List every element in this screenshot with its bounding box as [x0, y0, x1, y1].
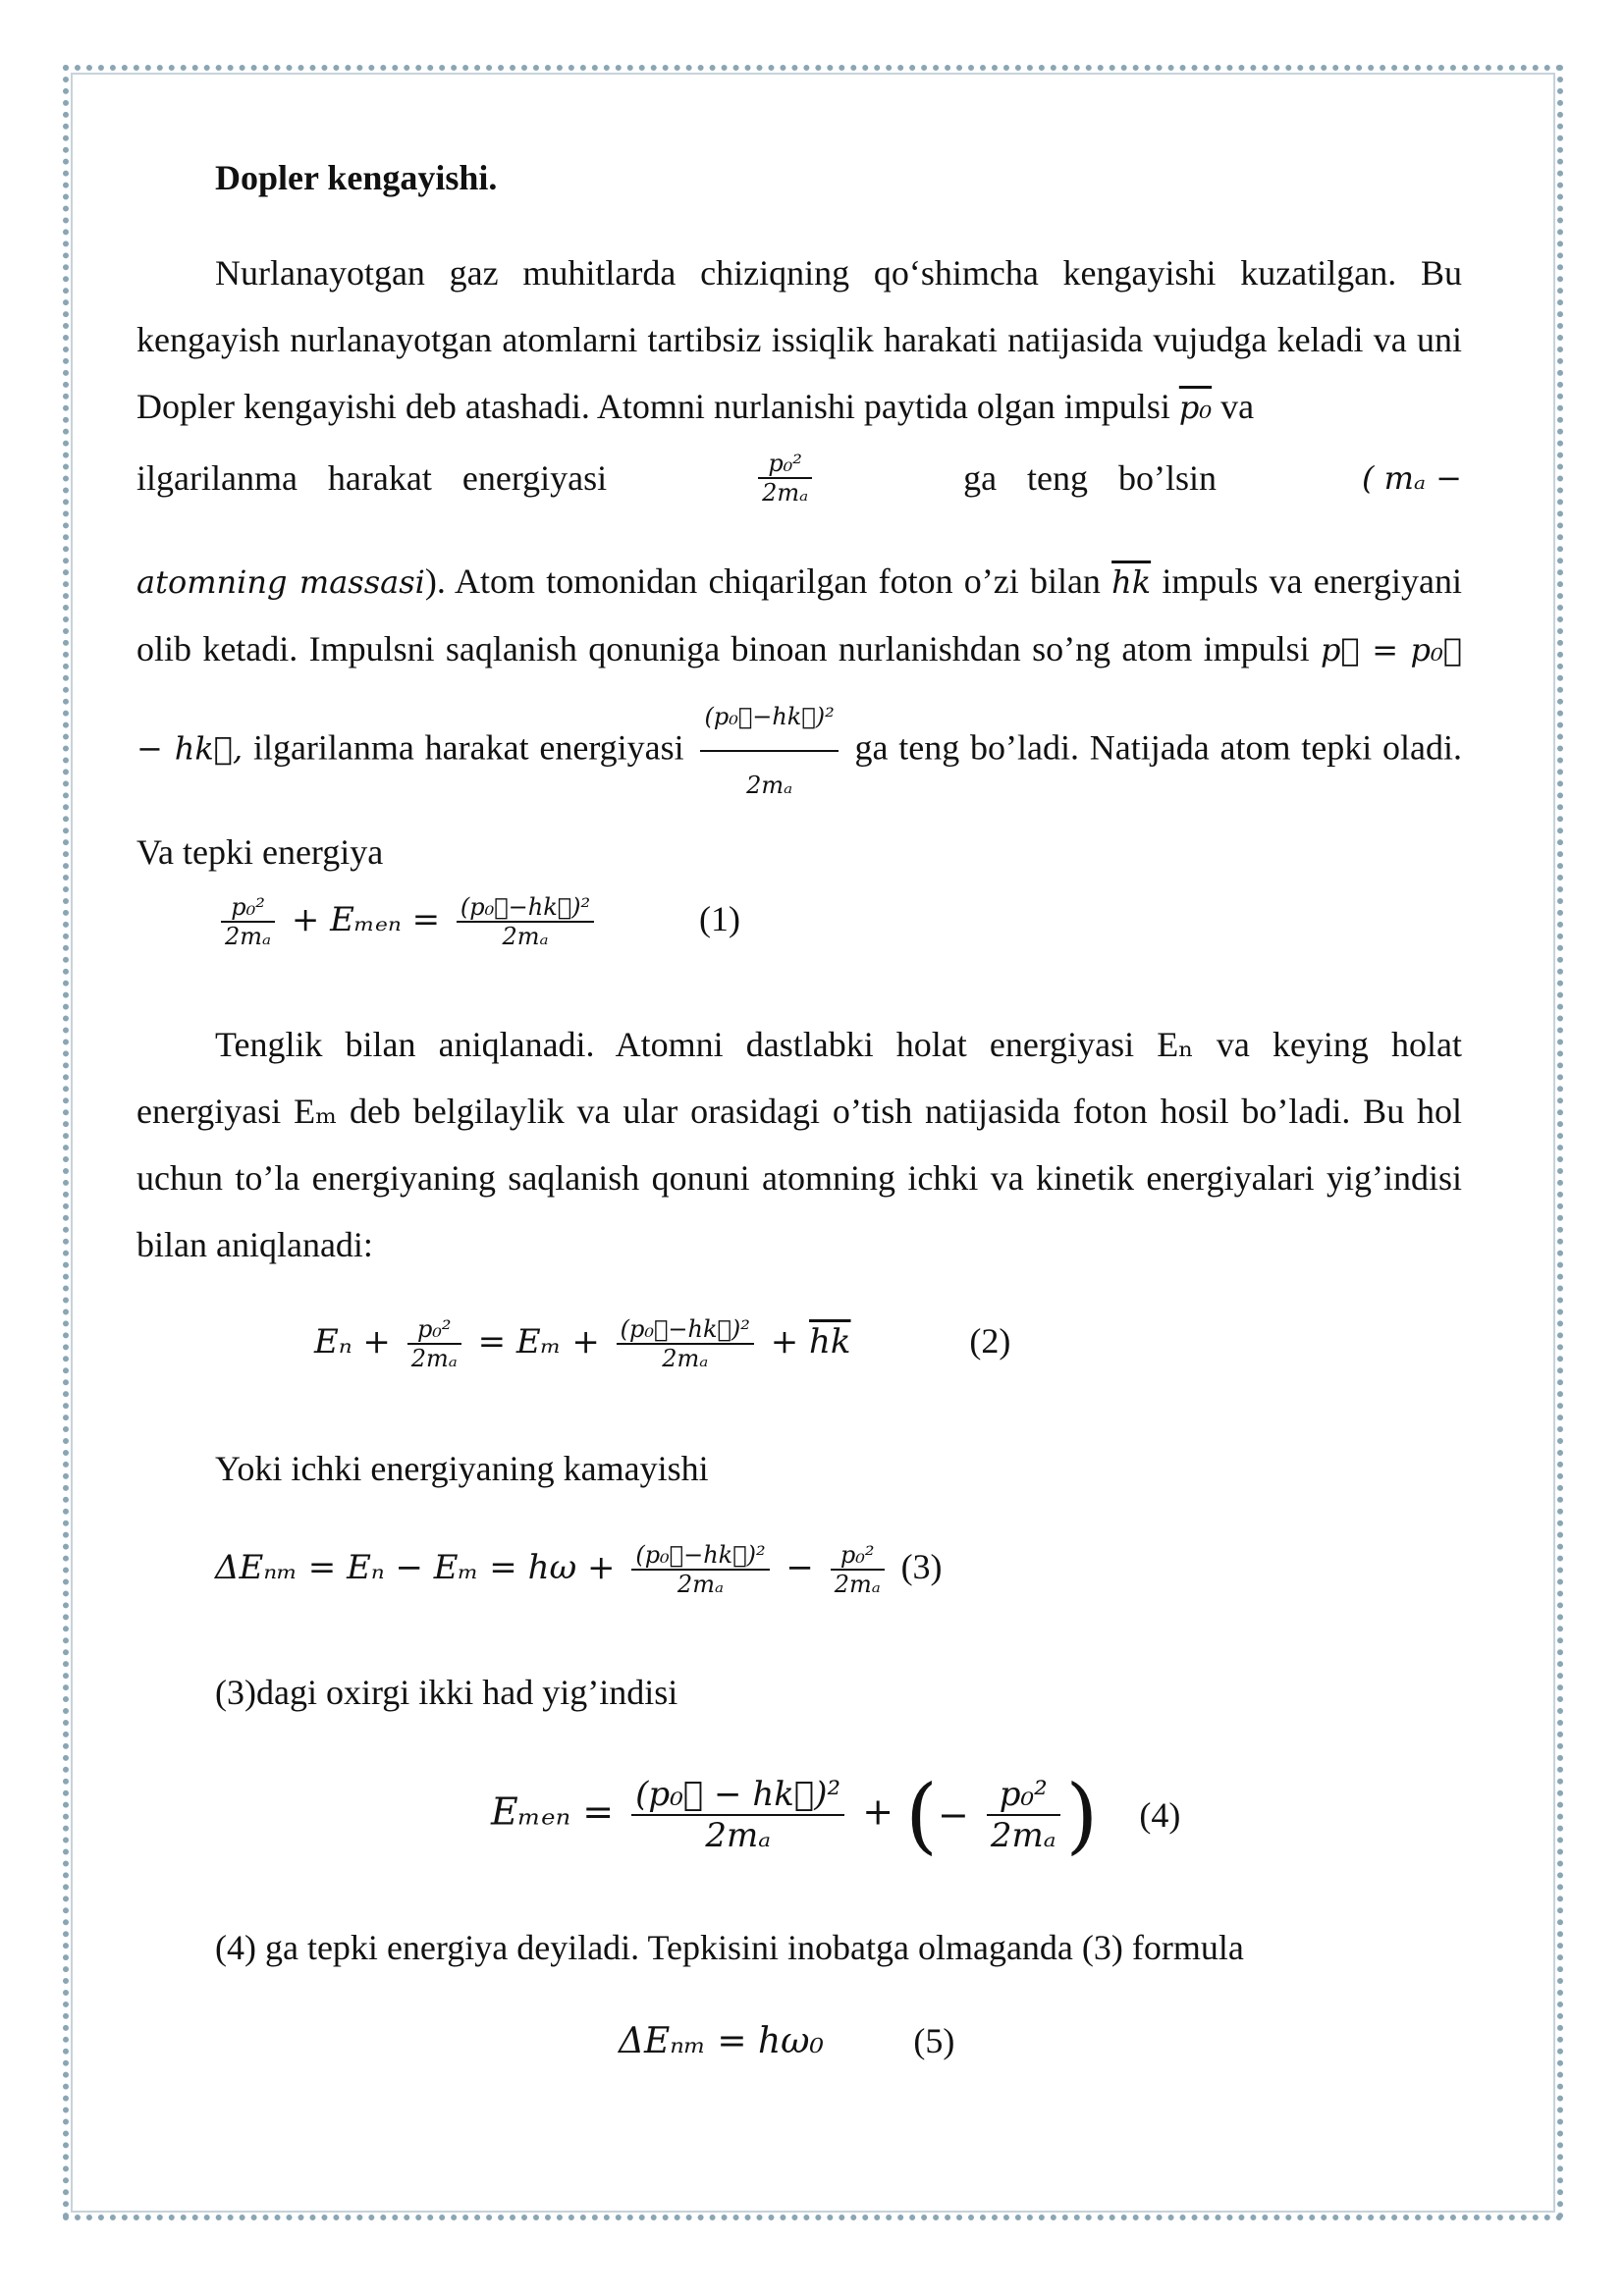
eq2-frac-2: [617, 1315, 754, 1372]
p2-text-b: ga teng bo’lsin: [963, 458, 1218, 498]
eq1-mid: + Eₘₑₙ =: [291, 900, 441, 939]
p3-frac-num: (p₀⃗−hk⃗)²: [700, 683, 838, 752]
eq3-f2-num: p₀²: [831, 1541, 885, 1571]
p3-equation: p⃗ = p₀⃗ − hk⃗,: [136, 631, 1463, 768]
eq2-vector: $\overline{hk}$: [809, 1322, 851, 1362]
eq3-f1-num: (p₀⃗−hk⃗)²: [631, 1541, 769, 1571]
eq5-number: (5): [913, 2021, 955, 2060]
eq4-left-paren: (: [905, 1767, 938, 1863]
eq2-f1-den: 2mₐ: [410, 1345, 458, 1372]
eq4-f1-den: 2mₐ: [705, 1816, 771, 1855]
eq2-f1-num: p₀²: [407, 1315, 461, 1345]
p3-fraction: [700, 683, 838, 819]
eq2-f2-den: 2mₐ: [662, 1345, 709, 1372]
eq4-a: Eₘₑₙ =: [491, 1789, 615, 1834]
eq1-lhs-frac: [221, 893, 275, 950]
eq3-a: ΔEₙₘ = Eₙ − Eₘ = hω +: [215, 1548, 616, 1587]
eq4-minus: −: [937, 1793, 969, 1837]
p3-text-c: ilgarilanma harakat energiyasi: [252, 727, 684, 768]
paragraph-1: [136, 240, 1462, 441]
paragraph-7: [136, 1914, 1462, 1981]
eq2-b: = Eₘ +: [477, 1322, 600, 1362]
equation-1: [215, 893, 740, 950]
eq3-number: (3): [900, 1547, 943, 1586]
eq3-b: −: [785, 1548, 814, 1587]
eq2-f2-num: (p₀⃗−hk⃗)²: [617, 1315, 754, 1345]
p6-text: (3)dagi oxirgi ikki had yig’indisi: [215, 1673, 678, 1712]
eq3-f2-den: 2mₐ: [834, 1571, 881, 1598]
eq5-expression: ΔEₙₘ = hω₀: [619, 2021, 824, 2061]
eq4-b: +: [862, 1789, 894, 1834]
p2-paren: ( mₐ −: [1361, 459, 1462, 497]
equation-3: [215, 1541, 943, 1598]
eq2-a: Eₙ +: [314, 1322, 391, 1362]
p2-frac-num: p₀²: [758, 450, 812, 479]
paragraph-4: [136, 1011, 1462, 1278]
p3-frac-den: 2mₐ: [746, 772, 793, 799]
p3-text-a: ). Atom tomonidan chiqarilgan foton o’zi bilan: [424, 561, 1101, 601]
eq3-f1-den: 2mₐ: [677, 1571, 724, 1598]
eq1-rhs-den: 2mₐ: [502, 923, 549, 950]
equation-5: [619, 2020, 954, 2061]
eq1-lhs-den: 2mₐ: [225, 923, 272, 950]
eq1-rhs-num: (p₀⃗−hk⃗)²: [457, 893, 594, 923]
eq1-number: (1): [698, 899, 740, 938]
eq4-f1-num: (p₀⃗ − hk⃗)²: [631, 1775, 844, 1816]
eq4-f2-den: 2mₐ: [990, 1816, 1056, 1855]
eq2-frac-1: [407, 1315, 461, 1372]
eq4-frac-1: [631, 1775, 844, 1855]
p2-fraction: [758, 450, 812, 507]
p3-text-d: ga teng bo’ladi. Natijada atom tepki oladi. Va tepki energiya: [136, 727, 1463, 872]
eq2-number: (2): [969, 1321, 1011, 1361]
p4-text: Tenglik bilan aniqlanadi. Atomni dastlabki holat energiyasi Eₙ va keying holat energiyasi Eₘ deb belgilaylik va ular orasidagi o’tish natijasida foton hosil bo’ladi. Bu hol uchun to’la energiyaning saqlanish qonuni atomning ichki va kinetik energiyalari yig’indisi bilan aniqlanadi:: [136, 1025, 1462, 1264]
equation-2: [314, 1315, 1010, 1372]
eq4-right-paren: ): [1065, 1767, 1099, 1863]
eq3-frac-1: [631, 1541, 769, 1598]
eq1-lhs-num: p₀²: [221, 893, 275, 923]
p2-text-a: ilgarilanma harakat energiyasi: [136, 458, 608, 498]
equation-4: [491, 1767, 1180, 1863]
p5-text: Yoki ichki energiyaning kamayishi: [215, 1449, 709, 1488]
p1-end: va: [1220, 387, 1255, 426]
p1-text: Nurlanayotgan gaz muhitlarda chiziqning qo‘shimcha kengayishi kuzatilgan. Bu kengayish nurlanayotgan atomlarni tartibsiz issiqlik harakati natijasida vujudga keladi va uni Dopler kengayishi deb atashadi. Atomni nurlanishi paytida olgan impulsi: [136, 253, 1462, 426]
p3-vector: $\overline{hk}$: [1111, 563, 1152, 601]
eq4-f2-num: p₀²: [987, 1775, 1060, 1816]
eq1-rhs-frac: [457, 893, 594, 950]
paragraph-6: [136, 1659, 1462, 1726]
eq2-c: +: [770, 1322, 799, 1362]
eq3-frac-2: [831, 1541, 885, 1598]
p7-text: (4) ga tepki energiya deyiladi. Tepkisini inobatga olmaganda (3) formula: [215, 1928, 1244, 1967]
paragraph-3: [136, 548, 1462, 885]
p3-italic: atomning massasi: [136, 563, 425, 601]
eq4-frac-2: [987, 1775, 1060, 1855]
paragraph-5: [136, 1435, 1462, 1502]
p1-vector: p₀: [1178, 389, 1213, 426]
paragraph-2-line: [136, 450, 1462, 507]
eq4-number: (4): [1139, 1795, 1181, 1835]
p2-frac-den: 2mₐ: [762, 479, 809, 507]
p3-text-b: impuls va energiyani olib ketadi. Impulsni saqlanish qonuniga binoan nurlanishdan so’ng atom impulsi: [136, 561, 1463, 668]
section-heading: Dopler kengayishi.: [215, 158, 498, 197]
